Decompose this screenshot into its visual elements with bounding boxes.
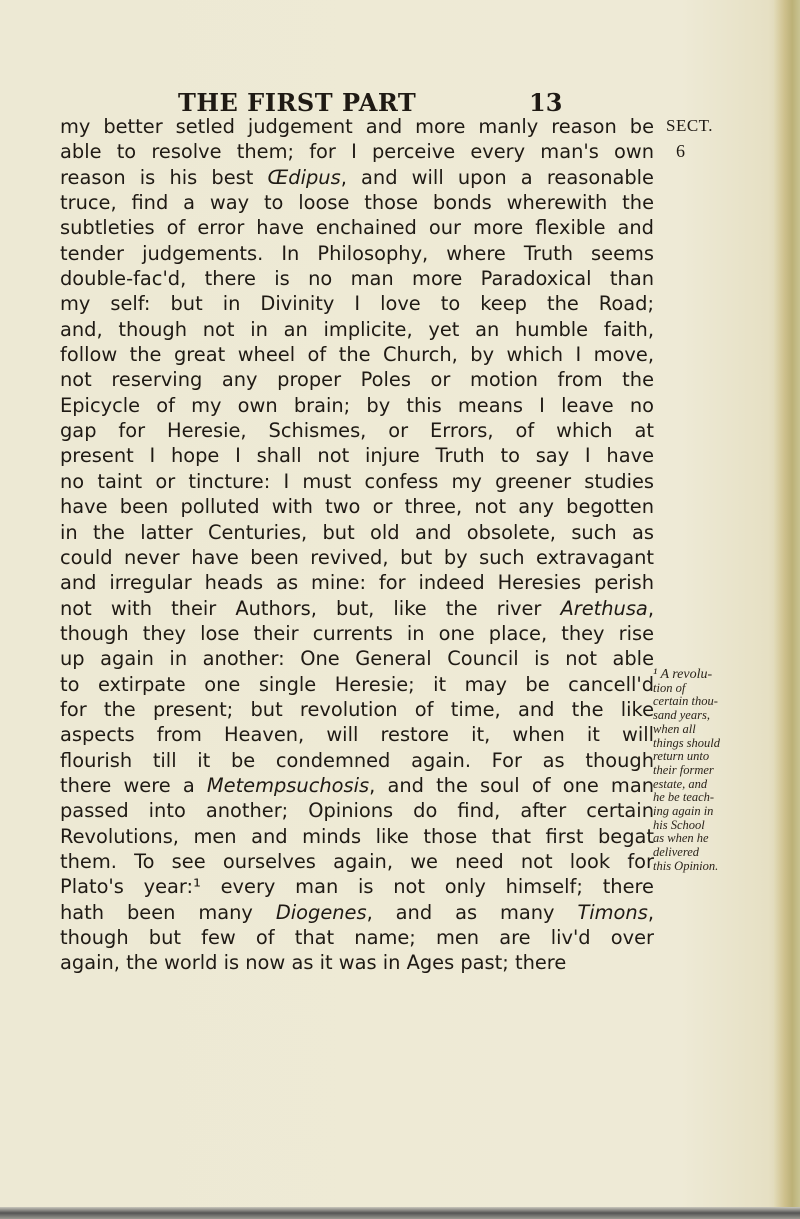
marginal-note-line: sand years, xyxy=(653,708,710,723)
body-line: though they lose their currents in one place, they rise xyxy=(60,621,654,645)
body-line: Revolutions, men and minds like those that first begat xyxy=(60,824,654,848)
body-line: present I hope I shall not injure Truth to say I have xyxy=(60,444,654,468)
body-line: my better setled judgement and more manly reason be xyxy=(60,115,654,138)
body-line: in the latter Centuries, but old and obsolete, such as xyxy=(60,520,654,544)
body-line: not reserving any proper Poles or motion from the xyxy=(60,368,654,392)
body-line: and irregular heads as mine: for indeed Heresies perish xyxy=(60,571,654,595)
body-line: truce, find a way to loose those bonds wherewith the xyxy=(60,191,654,215)
marginal-note-line: return unto xyxy=(653,749,710,764)
marginal-note-line: when all xyxy=(653,721,696,736)
body-line: flourish till it be condemned again. For as though xyxy=(60,748,654,772)
body-line: subtleties of error have enchained our more flexible and xyxy=(60,216,654,240)
body-line: up again in another: One General Council is not able xyxy=(60,647,654,671)
body-line: able to resolve them; for I perceive every man's own xyxy=(60,140,654,164)
section-number: 6 xyxy=(676,141,685,161)
body-line: gap for Heresie, Schismes, or Errors, of which at xyxy=(60,419,654,443)
body-line: again, the world is now as it was in Ages past; there xyxy=(60,951,567,975)
section-label: SECT. xyxy=(666,116,714,135)
page-number: 13 xyxy=(529,88,563,117)
body-line: could never have been revived, but by such extravagant xyxy=(60,545,654,569)
body-line: them. To see ourselves again, we need not look for xyxy=(60,849,654,873)
body-line: Epicycle of my own brain; by this means I leave no xyxy=(60,393,654,417)
body-line: aspects from Heaven, will restore it, when it will xyxy=(60,723,654,747)
marginal-note-line: as when he xyxy=(653,831,709,846)
page-edge-bottom xyxy=(0,1207,800,1219)
marginal-note-line: their former xyxy=(653,762,714,777)
body-text xyxy=(60,114,654,976)
body-line: to extirpate one single Heresie; it may be cancell'd xyxy=(60,672,654,696)
marginal-note-line: delivered xyxy=(653,845,700,860)
body-line: Plato's year:¹ every man is not only himself; there xyxy=(60,875,654,899)
marginal-note-line: tion of xyxy=(653,680,686,695)
marginal-note-line: this Opinion. xyxy=(653,858,719,873)
body-line: my self: but in Divinity I love to keep the Road; xyxy=(60,292,654,316)
body-line: tender judgements. In Philosophy, where Truth seems xyxy=(60,241,654,265)
body-line: and, though not in an implicite, yet an humble faith, xyxy=(60,317,654,341)
marginal-note-line: he be teach- xyxy=(653,790,715,805)
body-line: no taint or tincture: I must confess my greener studies xyxy=(60,469,654,493)
page-edge-right xyxy=(774,0,800,1219)
body-line: there were a Metempsuchosis, and the soul of one man xyxy=(60,773,654,797)
body-line: though but few of that name; men are liv'd over xyxy=(60,926,654,949)
body-line: have been polluted with two or three, not any begotten xyxy=(60,495,654,519)
body-line: for the present; but revolution of time, and the like xyxy=(60,697,654,721)
marginal-note xyxy=(653,668,763,874)
running-header: THE FIRST PART xyxy=(178,88,417,117)
marginal-note-line: ¹ A revolu- xyxy=(653,667,713,682)
body-line: passed into another; Opinions do find, after certain xyxy=(60,799,654,823)
body-line: follow the great wheel of the Church, by which I move, xyxy=(60,343,654,367)
body-line: reason is his best Œdipus, and will upon a reasonable xyxy=(60,165,654,189)
marginal-note-line: estate, and xyxy=(653,776,708,791)
marginal-note-line: his School xyxy=(653,817,705,832)
marginal-note-line: certain thou- xyxy=(653,694,718,709)
marginal-note-line: things should xyxy=(653,735,721,750)
body-line: not with their Authors, but, like the river Arethusa, xyxy=(60,596,654,620)
body-line: double-fac'd, there is no man more Paradoxical than xyxy=(60,267,654,291)
body-line: hath been many Diogenes, and as many Timons, xyxy=(60,900,654,924)
marginal-note-line: ing again in xyxy=(653,804,714,819)
